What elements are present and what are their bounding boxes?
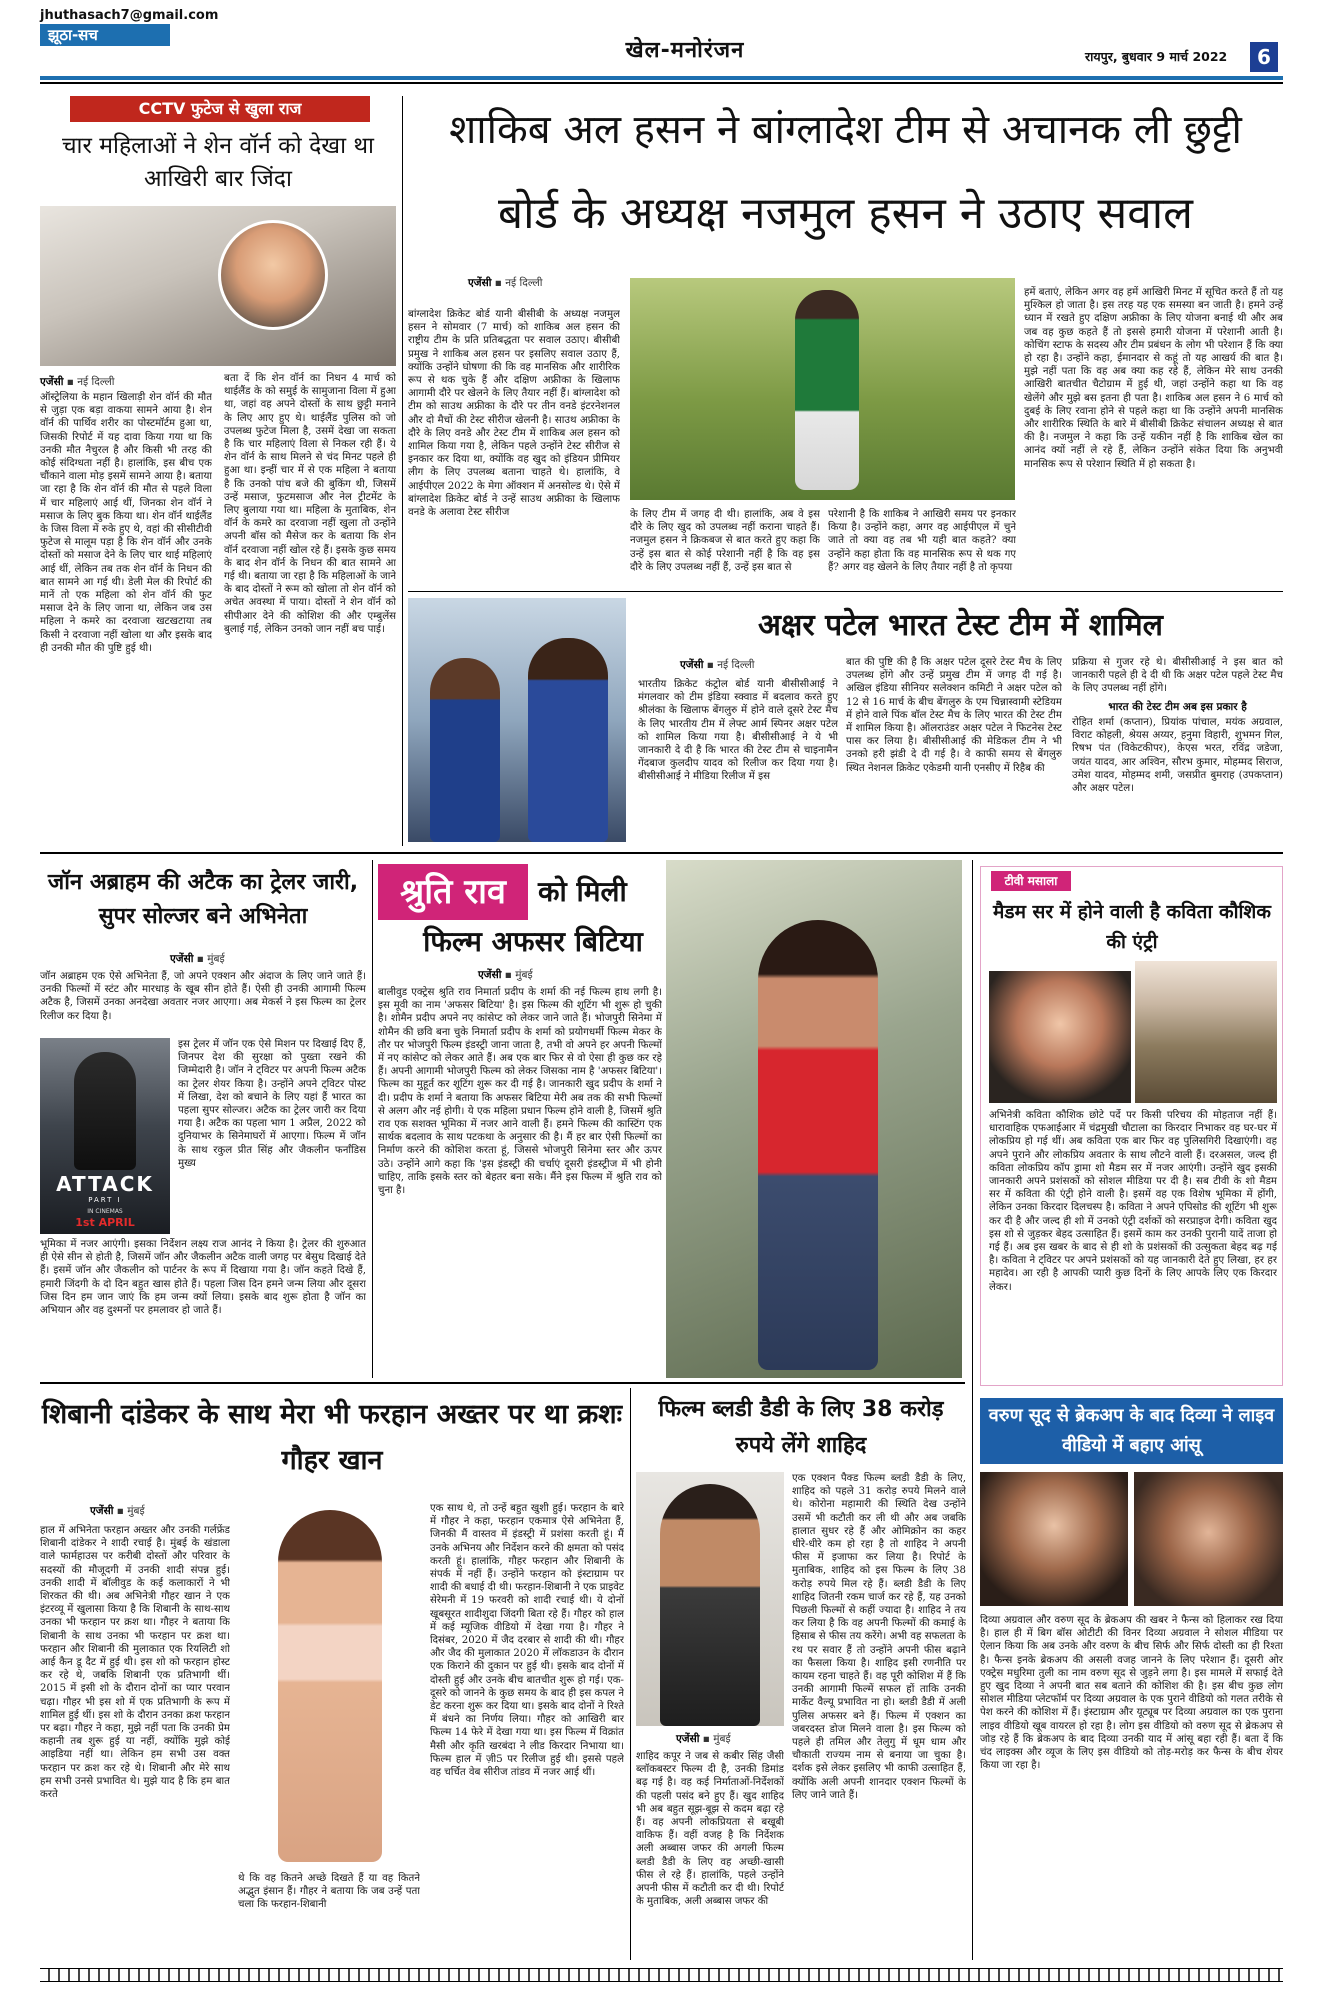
john-byline: एजेंसी ▪ मुंबई	[170, 953, 225, 965]
warne-story	[40, 96, 396, 846]
warne-headline: चार महिलाओं ने शेन वॉर्न को देखा था आखिरी बार जिंदा	[61, 133, 375, 192]
axar-col2: बात की पुष्टि की है कि अक्षर पटेल दूसरे टेस्ट मैच के लिए उपलब्ध होंगे और उन्हें प्रमुख टीम में जगह दी गई है। अखिल इंडिया सीनियर सलेक्शन कमिटी ने अक्षर पटेल को 12 से 16 मार्च के बीच बेंगलुरु के एम चिन्नास्वामी स्टेडियम में होने वाले पिंक बॉल टेस्ट मैच के लिए भारत की टेस्ट टीम में शामिल किया है। ऑलराउंडर अक्षर पटेल ने फिटनेस टेस्ट पास कर लिया है। बीसीसीआई की मेडिकल टीम ने भी उनको हरी झंडी दे दी गई है। वे काफी समय से बेंगलुरु स्थित नेशनल क्रिकेट एकेडमी यानी एनसीए में रिहैब की	[846, 657, 1062, 774]
col-divider-3	[972, 860, 973, 1960]
gauhar-figure	[278, 1510, 382, 1862]
shahid-headline: फिल्म ब्लडी डैडी के लिए 38 करोड़ रुपये लेंगे शाहिद	[658, 1397, 944, 1458]
john-byline-agency: एजेंसी	[170, 953, 194, 965]
shruti-story	[378, 860, 962, 1378]
masthead-email: jhuthasach7@gmail.com	[40, 8, 219, 23]
axar-byline: एजेंसी ▪ नई दिल्ली	[680, 659, 755, 671]
shruti-byline-agency: एजेंसी	[478, 969, 502, 981]
attack-poster	[40, 1038, 170, 1234]
madam-headline: मैडम सर में होने वाली है कविता कौशिक की एंट्री	[993, 901, 1271, 953]
gauhar-headline: शिबानी दांडेकर के साथ मेरा भी फरहान अख्तर पर था क्रशः गौहर खान	[41, 1399, 623, 1476]
page-number: 6	[1250, 42, 1278, 72]
axar-squad-title: भारत की टेस्ट टीम अब इस प्रकार है	[1108, 701, 1247, 713]
shruti-figure	[758, 920, 878, 1370]
shahid-figure	[660, 1484, 760, 1726]
varun-story	[980, 1398, 1283, 1958]
shahid-photo	[636, 1472, 784, 1726]
axar-story	[408, 598, 1283, 846]
warne-byline-city: नई दिल्ली	[77, 376, 115, 388]
axar-photo	[408, 598, 626, 842]
shakib-byline-agency: एजेंसी	[468, 277, 492, 289]
masthead-rule-black	[40, 82, 1283, 84]
mid-rule-1	[40, 852, 1283, 854]
shruti-headline-rest2: फिल्म अफसर बिटिया	[423, 925, 643, 958]
axar-col1: भारतीय क्रिकेट कंट्रोल बोर्ड यानी बीसीसीआई ने मंगलवार को टीम इंडिया स्क्वाड में बदलाव करते हुए श्रीलंका के खिलाफ बेंगलुरु में होने वाले दूसरे टेस्ट मैच के लिए भारतीय टीम में लेफ्ट आर्म स्पिनर अक्षर पटेल को शामिल किया गया है। बीसीसीआई ने ये भी जानकारी दे दी है कि भारत की टेस्ट टीम से चाइनामैन गेंदबाज कुलदीप यादव को रिलीज कर दिया गया है। बीसीसीआई ने मीडिया रिलीज में इस	[638, 679, 838, 783]
gauhar-tail1: थे कि वह कितने अच्छे दिखते हैं या वह कितने अद्भुत इंसान हैं। गौहर ने बताया कि जब उन्हें पता चला कि फरहान-शिबानी	[238, 1873, 420, 1911]
shakib-photo	[630, 278, 1015, 500]
madam-body: अभिनेत्री कविता कौशिक छोटे पर्दे पर किसी परिचय की मोहताज नहीं हैं। धारावाहिक एफआईआर में चंद्रमुखी चौटाला का किरदार निभाकर वह घर-घर में लोकप्रिय हो गई थीं। अब कविता एक बार फिर वह पुलिसगिरी दिखाएंगी। वह अपने पुराने और लोकप्रिय अवतार के साथ लौटने वाली हैं। दरअसल, जल्द ही कविता लोकप्रिय कॉप ड्रामा शो मैडम सर में नजर आएंगी। उन्होंने खुद इसकी जानकारी अपने प्रशंसकों को सोशल मीडिया पर दी है। सब टीवी के शो मैडम सर में कविता की एंट्री होने वाली है। इसमें वह एक विशेष भूमिका में होंगी, लेकिन उनका किरदार दिलचस्प है। कविता ने अपने एपिसोड की शूटिंग भी शुरू कर दी है और जल्द ही शो में उनको एंट्री दर्शकों को सरप्राइज देगी। कविता खुद इस शो से जुड़कर बेहद उत्साहित हैं। इसमें काम कर उनकी पुरानी यादें ताजा हो गई हैं। अब इस खबर के बाद से ही शो के प्रशंसकों की उत्सुकता बेहद बढ़ गई है। कविता ने ट्विटर पर अपने प्रशंसकों को यह जानकारी देते हुए लिखा, हर हर महादेव। आ रही है आपकी प्यारी कुछ दिनों के लिए आपके लिए एक किरदार लेकर।	[989, 1110, 1277, 1293]
mid-rule-2	[40, 1382, 965, 1384]
john-story	[40, 866, 366, 1376]
warne-kicker: CCTV फुटेज से खुला राज	[70, 96, 370, 122]
gauhar-byline-city: मुंबई	[127, 1505, 145, 1517]
shakib-headline-1: शाकिब अल हसन ने बांग्लादेश टीम से अचानक ली छुट्टी	[449, 107, 1242, 153]
shakib-col2: के लिए टीम में जगह दी थी। हालांकि, अब वे इस दौरे के लिए खुद को उपलब्ध नहीं कराना चाहते हैं। नजमुल हसन ने क्रिकबज से बात करते हुए कहा कि उन्हें इस बात से कोई परेशानी नहीं है कि वह इस दौरे के लिए उपलब्ध नहीं हैं, उन्हें इस बात से	[630, 509, 820, 573]
warne-col2: बता दें कि शेन वॉर्न का निधन 4 मार्च को थाईलैंड के को समुई के सामुजाना विला में हुआ था, जहां वह अपने दोस्तों के साथ छुट्टी मनाने के लिए आए हुए थे। थाईलैंड पुलिस को जो उपलब्ध फुटेज मिला है, उसमें देखा जा सकता है कि चार महिलाएं विला से निकल रही हैं। ये शेन वॉर्न के साथ मिलने से चंद मिनट पहले ही हुआ था। इन्हीं चार में से एक महिला ने बताया है कि उनको पांच बजे की बुकिंग थी, जिसमें उन्हें मसाज, फुटमसाज और नेल ट्रीटमेंट के लिए बुलाया गया था। महिला के मुताबिक, शेन वॉर्न के कमरे का दरवाजा नहीं खुला तो उन्होंने अपनी बॉस को मैसेज कर के बताया कि शेन वॉर्न दरवाजा नहीं खोल रहे हैं। इसके कुछ समय के बाद शेन वॉर्न के निधन की बात सामने आ गई थी। बताया जा रहा है कि महिलाओं के जाने के बाद दोस्तों ने रूम को खोला तो शेन वॉर्न को अचेत अवस्था में पाया। दोस्तों ने शेन वॉर्न को सीपीआर देने की कोशिश की और एम्बुलेंस बुलाई गई, लेकिन उनको जान नहीं बच पाई।	[224, 373, 396, 635]
shahid-side: एक एक्शन पैक्ड फिल्म ब्लडी डैडी के लिए, शाहिद को पहले 31 करोड़ रुपये मिलने वाले थे। कोरोना महामारी की स्थिति देख उन्होंने उसमें भी कटौती कर ली थी और अब जबकि हालात सुधर रहे हैं और ओमिक्रोन का कहर धीरे-धीरे कम हो रहा है तो शाहिद ने अपनी फीस में इजाफा कर लिया है। रिपोर्ट के मुताबिक, शाहिद को इस फिल्म के लिए 38 करोड़ रुपये मिल रहे हैं। ब्लडी डैडी के लिए शाहिद जितनी रकम चार्ज कर रहे हैं, यह उनको पिछली फिल्मों से कहीं ज्यादा है। शाहिद ने तय कर लिया है कि वह अपनी फिल्मों की कमाई के हिसाब से फीस तय करेंगे। अभी वह सफलता के रथ पर सवार हैं तो उन्होंने अपनी फीस बढ़ाने का फैसला किया है। शाहिद इसी रणनीति पर कायम रहना चाहते हैं। वह पूरी कोशिश में हैं कि उनकी आगामी फिल्में सफल हों ताकि उनकी मार्केट वैल्यू प्रभावित ना हो। ब्लडी डैडी में अली पुलिस अफसर बने हैं। फिल्म में एक्शन का जबरदस्त डोज मिलने वाला है। इस फिल्म को पहले ही तमिल और तेलुगु में धूम धाम और चौकाती राज्यम नाम से बनाया जा चुका है। दर्शक इसे लेकर इसलिए भी काफी उत्साहित हैं, क्योंकि अली अपनी शानदार एक्शन फिल्मों के लिए जाने जाते हैं।	[792, 1473, 966, 1801]
tv-masala-kicker: टीवी मसाला	[991, 871, 1071, 891]
footer-ornament	[40, 1968, 1283, 1982]
warne-col1: ऑस्ट्रेलिया के महान खिलाड़ी शेन वॉर्न की मौत से जुड़ा एक बड़ा वाकया सामने आया है। शेन वॉर्न की पार्थिव शरीर का पोस्टमॉर्टम हुआ था, जिसकी रिपोर्ट में यह दावा किया गया था कि उनकी मौत नैचुरल है और किसी भी तरह की कोई संदिग्धता नहीं है। हालांकि, इस बीच एक चौंकाने वाला मोड़ इसमें सामने आया है। बताया जा रहा है कि शेन वॉर्न की मौत से पहले विला में चार महिलाएं आई थीं, जिनका शेन वॉर्न ने मसाज के लिए बुक किया था। शेन वॉर्न थाईलैंड के जिस विला में रुके हुए थे, वहां की सीसीटीवी फुटेज से मालूम पड़ा है कि शेन वॉर्न और उनके दोस्तों को मसाज देने के लिए चार थाई महिलाएं आई थीं, लेकिन तब तक शेन वॉर्न के निधन की बात सामने आ गई थी। डेली मेल की रिपोर्ट की मानें तो एक महिला को शेन वॉर्न की फुट मसाज देने के लिए जाना था, लेकिन जब उस महिला ने कमरे का दरवाजा खटखटाया तब किसी ने दरवाजा नहीं खोला था और इसके बाद ही उनकी मौत की पुष्टि हुई थी।	[40, 392, 212, 654]
shruti-byline: एजेंसी ▪ मुंबई	[478, 969, 533, 981]
varun-photo-left	[980, 1472, 1128, 1606]
shahid-bottom: शाहिद कपूर ने जब से कबीर सिंह जैसी ब्लॉकबस्टर फिल्म दी है, उनकी डिमांड बढ़ गई है। वह कई निर्माताओं-निर्देशकों की पहली पसंद बने हुए हैं। खुद शाहिद भी अब बहुत सूझ-बूझ से कदम बढ़ा रहे हैं। वह अपनी लोकप्रियता से बखूबी वाकिफ हैं। वहीं वजह है कि निर्देशक अली अब्बास जफर की अगली फिल्म ब्लडी डैडी के लिए वह अच्छी-खासी फीस ले रहे हैं। हालांकि, पहले उन्होंने अपनी फीस में कटौती कर दी थी। रिपोर्ट के मुताबिक, अली अब्बास जफर की	[636, 1751, 784, 1908]
gauhar-byline-agency: एजेंसी	[90, 1505, 114, 1517]
warne-byline-agency: एजेंसी	[40, 376, 64, 388]
shakib-col3: परेशानी है कि शाकिब ने आखिरी समय पर इनकार किया है। उन्होंने कहा, अगर वह आईपीएल में चुने जाते तो क्या वह तब भी यही बात कहते? क्या उन्होंने कहा होता कि वह मानसिक रूप से थक गए हैं? अगर वह खेलने के लिए तैयार नहीं है तो कृपया	[828, 509, 1016, 573]
axar-col3: प्रक्रिया से गुजर रहे थे। बीसीसीआई ने इस बात को जानकारी पहले ही दे दी थी कि अक्षर पटेल पहले टेस्ट मैच के लिए उपलब्ध नहीं होंगे।	[1072, 657, 1283, 695]
john-tail: भूमिका में नजर आएंगी। इसका निर्देशन लक्ष्य राज आनंद ने किया है। ट्रेलर की शुरुआत ही ऐसे सीन से होती है, जिसमें जॉन और जैकलीन अटैक वाली जगह पर बेसुध दिखाई देते हैं। इसमें जॉन और जैकलीन को पार्टनर के रूप में दिखाया गया है। जॉन कहते दिखे हैं, हमारी जिंदगी के दो दिन बहुत खास होते हैं। पहला जिस दिन हमने जन्म लिया और दूसरा जिस दिन हम जान जाएं कि हम जन्म क्यों लिया। इसके बाद शुरू होता है जॉन का अभियान और वह दुश्मनों पर हमलावर हो जाते हैं।	[40, 1239, 366, 1317]
masthead	[0, 0, 1323, 92]
john-side: इस ट्रेलर में जॉन एक ऐसे मिशन पर दिखाई दिए हैं, जिनपर देश की सुरक्षा को पुख्ता रखने की जिम्मेदारी है। जॉन ने ट्विटर पर अपनी फिल्म अटैक का ट्रेलर शेयर किया है। उन्होंने अपने ट्विटर पोस्ट में लिखा, देश को बचाने के लिए यहां हैं भारत का पहला सुपर सोल्जर। अटैक का ट्रेलर जारी कर दिया गया है। अटैक का पहला भाग 1 अप्रैल, 2022 को दुनियाभर के सिनेमाघरों में आएगा। फिल्म में जॉन के साथ रकुल प्रीत सिंह और जैकलीन फर्नांडिस मुख्य	[178, 1039, 366, 1169]
shahid-byline: एजेंसी ▪ मुंबई	[676, 1733, 731, 1745]
shahid-byline-city: मुंबई	[713, 1733, 731, 1745]
shahid-byline-agency: एजेंसी	[676, 1733, 700, 1745]
shakib-col4: हमें बताएं, लेकिन अगर वह हमें आखिरी मिनट में सूचित करते हैं तो यह मुश्किल हो जाता है। इस तरह यह एक समस्या बन जाती है। हमने उन्हें ध्यान में रखते हुए दक्षिण अफ्रीका के लिए योजना बनाई थी और अब जब वह कुछ कहते हैं तो इससे हमारी योजना में परेशानी आती है। कोचिंग स्टाफ के सदस्य और टीम प्रबंधन के लोग भी परेशान हैं कि क्या हो रहा है। उन्होंने कहा, ईमानदार से कहूं तो यह आखर्य की बात है। मुझे नहीं पता कि वह अब क्या कह रहे हैं, लेकिन मेरे साथ उनकी आखिरी बातचीत चैटोग्राम में हुई थी, जहां उन्होंने कहा था कि वह खेलेंगे और मुझे बस इतना ही पता है। शाकिब अल हसन ने 6 मार्च को दुबई के लिए रवाना होने से पहले कहा था कि उन्होंने अपनी मानसिक और शारीरिक स्थिति के बारे में बीसीबी क्रिकेट संचालन अध्यक्ष से बात की है। नजमुल ने कहा कि उन्हें यकीन नहीं है कि शाकिब खेल का आनंद क्यों नहीं ले रहे हैं, लेकिन उन्होंने संकेत दिया कि अनुभवी मानसिक रूप से परेशान स्थिति में हो सकता है।	[1024, 287, 1283, 470]
brand-logo: झूठा-सच	[40, 24, 170, 46]
shakib-figure	[795, 290, 859, 490]
shruti-headline-name: श्रुति राव	[378, 864, 528, 920]
axar-byline-city: नई दिल्ली	[717, 659, 755, 671]
col-divider-1	[402, 96, 403, 846]
gauhar-col2: एक साथ थे, तो उन्हें बहुत खुशी हुई। फरहान के बारे में गौहर ने कहा, फरहान एकमात्र ऐसे अभिनेता हैं, जिनकी मैं वास्तव में इंडस्ट्री में प्रशंसा करती हूं। मैं उनके अभिनय और निर्देशन करने की क्षमता को पसंद करती हूं। हालांकि, गौहर फरहान और शिबानी के संपर्क में नहीं हैं। उन्होंने फरहान को इंस्टाग्राम पर शादी की बधाई दी थी। फरहान-शिबानी ने एक प्राइवेट सेरेमनी में 19 फरवरी को शादी रचाई थी। ये दोनों खूबसूरत शादीशुदा जिंदगी बिता रहे हैं। गौहर को हाल में कई म्यूजिक वीडियो में देखा गया है। गौहर ने दिसंबर, 2020 में जैद दरबार से शादी की थी। गौहर और जैद की मुलाकात 2020 में लॉकडाउन के दौरान एक किराने की दुकान पर हुई थी। इसके बाद दोनों में दोस्ती हुई और उनके बीच बातचीत शुरू हो गई। एक-दूसरे को जानने के कुछ समय के बाद ही इस कपल ने डेट करना शुरू कर दिया था। इसके बाद दोनों ने रिश्ते में बंधने का निर्णय लिया। गौहर को आखिरी बार फिल्म 14 फेरे में देखा गया था। इस फिल्म में विक्रांत मैसी और कृति खरबंदा ने लीड किरदार निभाया था। फिल्म हाल में ज़ी5 पर रिलीज हुई थी। इससे पहले वह चर्चित वेब सीरीज तांडव में नजर आई थीं।	[430, 1503, 624, 1779]
varun-photo-right	[1134, 1472, 1283, 1606]
madam-photo-right	[1135, 961, 1277, 1103]
col-divider-2	[372, 860, 373, 1378]
gauhar-col1: हाल में अभिनेता फरहान अख्तर और उनकी गर्लफ्रेंड शिबानी दांडेकर ने शादी रचाई है। मुंबई के खंडाला वाले फार्महाउस पर करीबी दोस्तों और परिवार के सदस्यों की मौजूदगी में उनकी शादी संपन्न हुई। उनकी शादी में बॉलीवुड के कई कलाकारों ने भी शिरकत की थी। अब अभिनेत्री गौहर खान ने एक इंटरव्यू में खुलासा किया है कि शिबानी के साथ-साथ उनका भी फरहान पर क्रश था। गौहर ने बताया कि शिबानी के साथ उनका भी फरहान पर क्रश था। फरहान और शिबानी की मुलाकात एक रियलिटी शो आई कैन डू दैट में हुई थी। इस शो को फरहान होस्ट कर रहे थे, जबकि शिबानी एक प्रतिभागी थीं। 2015 में इसी शो के दौरान दोनों का प्यार परवान चढ़ा। गौहर भी इस शो में एक प्रतिभागी के रूप में शामिल हुई थीं। इस शो के दौरान उनका क्रश फरहान पर बढ़ा। गौहर ने कहा, मुझे नहीं पता कि उनकी प्रेम कहानी तब शुरू हुई या नहीं, क्योंकि मुझे कोई आइडिया नहीं था। लेकिन हम सभी उस वक्त फरहान पर क्रश कर रहे थे। शिबानी और मेरे साथ हम सभी उनसे प्रभावित थे। मुझे याद है कि हम बात करते	[40, 1525, 230, 1801]
dateline: रायपुर, बुधवार 9 मार्च 2022	[1085, 49, 1228, 64]
axar-squad: रोहित शर्मा (कप्तान), प्रियांक पांचाल, मयंक अग्रवाल, विराट कोहली, श्रेयस अय्यर, हनुमा विहारी, शुभमन गिल, रिषभ पंत (विकेटकीपर), केएस भरत, रविंद्र जडेजा, जयंत यादव, आर अश्विन, सौरभ कुमार, मोहम्मद सिराज, उमेश यादव, मोहम्मद शमी, जसप्रीत बुमराह (उपकप्तान) और अक्षर पटेल।	[1072, 717, 1283, 795]
axar-headline: अक्षर पटेल भारत टेस्ट टीम में शामिल	[758, 608, 1163, 643]
attack-poster-date-label: IN CINEMAS	[87, 1208, 123, 1215]
gauhar-photo	[238, 1504, 420, 1866]
shakib-byline: एजेंसी ▪ नई दिल्ली	[468, 277, 543, 289]
axar-figure-right	[528, 638, 608, 842]
warne-byline: एजेंसी ▪ नई दिल्ली	[40, 376, 115, 388]
axar-figure-left	[430, 658, 500, 842]
shakib-col1: बांग्लादेश क्रिकेट बोर्ड यानी बीसीबी के अध्यक्ष नजमुल हसन ने सोमवार (7 मार्च) को शाकिब अल हसन की राष्ट्रीय टीम के प्रति प्रतिबद्धता पर सवाल उठाए। बीसीबी प्रमुख ने शाकिब अल हसन पर इसलिए सवाल उठाए हैं, क्योंकि उन्होंने घोषणा की कि वह मानसिक और शारीरिक रूप से थक चुके हैं और दक्षिण अफ्रीका के खिलाफ आगामी दौरे पर खेलने के लिए तैयार नहीं हैं। बांग्लादेश को टीम को साउथ अफ्रीका के दौरे पर तीन वनडे इंटरनेशनल और दो मैचों की टेस्ट सीरीज खेलनी है। साउथ अफ्रीका के दौरे के लिए वनडे और टेस्ट टीम में शाकिब अल हसन को शामिल किया गया है, लेकिन पहले उन्होंने टेस्ट सीरीज से इनकार कर दिया था, क्योंकि वह खुद को इंडियन प्रीमियर लीग के लिए उपलब्ध बताना चाहते थे। हालांकि, वे आईपीएल 2022 के मेगा ऑक्शन में अनसोल्ड थे। ऐसे में बांग्लादेश क्रिकेट बोर्ड ने उन्हें साउथ अफ्रीका के खिलाफ वनडे के अलावा टेस्ट सीरीज	[408, 309, 620, 519]
shahid-story	[636, 1392, 966, 1962]
attack-poster-title: ATTACK	[56, 1172, 154, 1196]
col-divider-4	[630, 1388, 631, 1960]
john-lead: जॉन अब्राहम एक ऐसे अभिनेता हैं, जो अपने एक्शन और अंदाज के लिए जाने जाते हैं। उनकी फिल्मों में स्टंट और मारधाड़ के खूब सीन होते हैं। ऐसी ही उनकी आगामी फिल्म अटैक है, जिसमें उनका अनदेखा अवतार नजर आएगा। अब मेकर्स ने इस फिल्म का ट्रेलर रिलीज कर दिया है।	[40, 971, 366, 1022]
section-title: खेल-मनोरंजन	[625, 38, 745, 63]
shakib-byline-city: नई दिल्ली	[505, 277, 543, 289]
warne-photo	[40, 206, 396, 366]
varun-headline: वरुण सूद से ब्रेकअप के बाद दिव्या ने लाइव वीडियो में बहाए आंसू	[980, 1398, 1283, 1464]
shruti-body: बालीवुड एक्ट्रेस श्रुति राव निमार्ता प्रदीप के शर्मा की नई फिल्म हाथ लगी है। इस मूवी का नाम 'अफसर बिटिया' है। इस फिल्म की शूटिंग भी शुरू हो चुकी है। शोमैन प्रदीप अपने नए कांसेप्ट को लेकर जाने जाते हैं। भोजपुरी सिनेमा में शोमैन की छवि बना चुके निमार्ता प्रदीप के शर्मा को प्रयोगधर्मी फिल्म मेकर के तौर पर भोजपुरी फिल्म इंडस्ट्री जाना जाता है, तभी वो अपने हर अपनी फिल्मों में नए कांसेप्ट को लेकर आते हैं। अब एक बार फिर से वो ऐसा ही कुछ कर रहे हैं। अपनी आगामी भोजपुरी फिल्म को लेकर जिसका नाम है 'अफसर बिटिया'। फिल्म का मुहूर्त कर शूटिंग शुरू कर दी गई है। जानकारी खुद प्रदीप के शर्मा ने दी। प्रदीप के शर्मा ने बताया कि अफसर बिटिया मेरी अब तक की सभी फिल्मों से अलग और नई होगी। ये एक महिला प्रधान फिल्म होने वाली है, जिसमें श्रुति राव एक सशक्त भूमिका में नजर आने वाली हैं। हमने फिल्म की कास्टिंग एक सार्थक बदलाव के साथ पटकथा के अनुसार की है। मैं हर बार ऐसी फिल्मों का निर्माण करने की कोशिश करता हूं, जिससे भोजपुरी सिनेमा स्तर और ऊपर उठे। उन्होंने आगे कहा कि 'इस इंडस्ट्री की चर्चाएं दूसरी इंडस्ट्रीज में भी होनी चाहिए, ताकि इसके स्तर को बेहतर बना सके। मैंने इस फिल्म में श्रुति राव को चुना है।	[378, 986, 662, 1376]
warne-portrait-circle	[218, 220, 328, 330]
gauhar-byline: एजेंसी ▪ मुंबई	[90, 1505, 145, 1517]
madam-photo-left	[989, 971, 1131, 1103]
shakib-headline-2: बोर्ड के अध्यक्ष नजमुल हसन ने उठाए सवाल	[498, 188, 1193, 239]
gauhar-story	[40, 1392, 624, 1962]
shruti-headline-rest1: को मिली	[538, 875, 627, 908]
attack-poster-figure	[74, 1052, 136, 1170]
john-byline-city: मुंबई	[207, 953, 225, 965]
shruti-byline-city: मुंबई	[515, 969, 533, 981]
madam-story	[980, 866, 1283, 1386]
axar-byline-agency: एजेंसी	[680, 659, 704, 671]
shakib-story	[408, 96, 1283, 586]
attack-poster-date: 1st APRIL	[75, 1216, 135, 1229]
masthead-rule-blue	[40, 76, 1283, 80]
varun-body: दिव्या अग्रवाल और वरुण सूद के ब्रेकअप की खबर ने फैन्स को हिलाकर रख दिया है। हाल ही में बिग बॉस ओटीटी की विनर दिव्या अग्रवाल ने सोशल मीडिया पर ऐलान किया कि अब उनके और वरुण के बीच सिर्फ और सिर्फ दोस्ती का ही रिश्ता है। फैन्स इनके ब्रेकअप की असली वजह जानने के लिए परेशान हैं। दूसरी ओर एक्ट्रेस मधुरिमा तुली का नाम वरुण सूद से जुड़ने लगा है। इस मामले में सफाई देते हुए खुद दिव्या ने अपनी बात सब बताने की कोशिश की है। इस बीच कुछ लोग सोशल मीडिया प्लेटफॉर्म पर दिव्या अग्रवाल के एक पुराने वीडियो को गलत तरीके से पेश करने की कोशिश में हैं। इंस्टाग्राम और यूट्यूब पर दिव्या अग्रवाल का एक पुराना लाइव वीडियो खूब वायरल हो रहा है। लोग इस वीडियो को वरुण सूद से ब्रेकअप से जोड़ रहे हैं कि ब्रेकअप के बाद दिव्या उनकी याद में आंसू बहा रही हैं। बता दें कि चंद लाइक्स और व्यूज के लिए इस वीडियो को तोड़-मरोड़ कर फैन्स के बीच शेयर किया जा रहा है।	[980, 1615, 1283, 1772]
shakib-bottom-rule	[408, 591, 1283, 592]
john-headline: जॉन अब्राहम की अटैक का ट्रेलर जारी, सुपर सोल्जर बने अभिनेता	[47, 870, 359, 929]
shruti-photo	[666, 860, 962, 1378]
attack-poster-subtitle: PART I	[88, 1196, 122, 1204]
